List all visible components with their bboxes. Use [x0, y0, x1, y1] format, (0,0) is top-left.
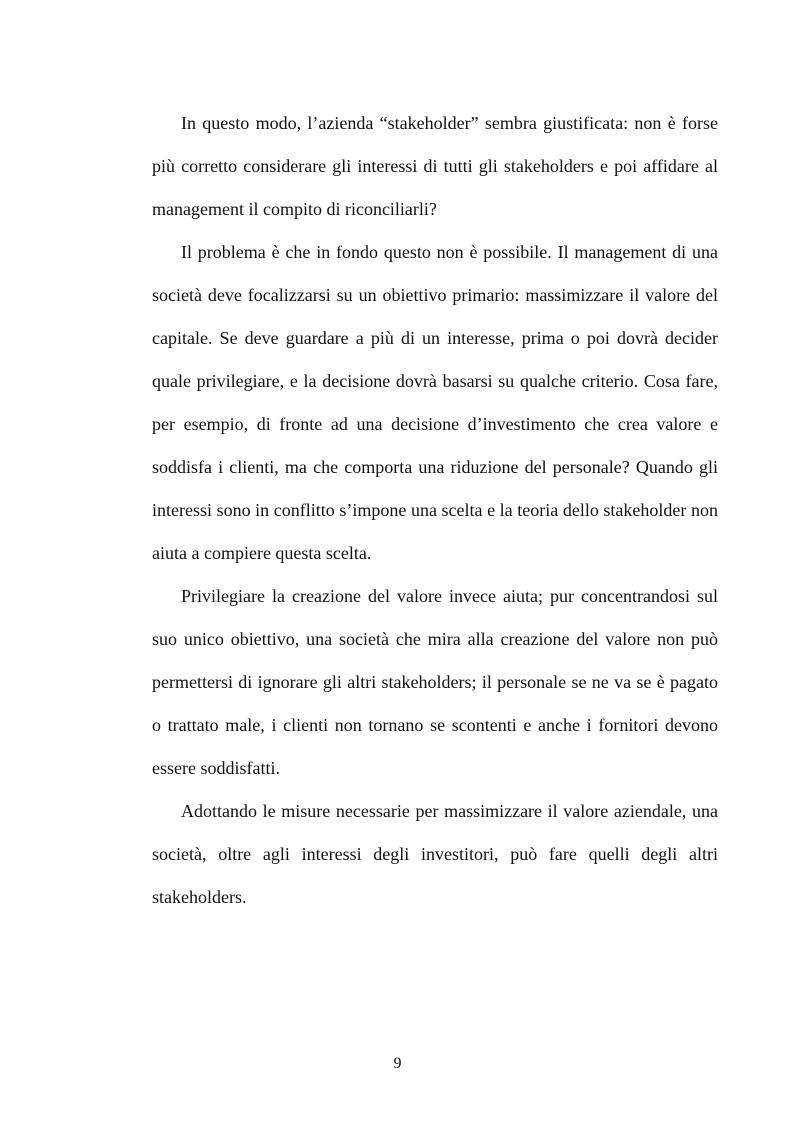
page-number: 9 [393, 1055, 402, 1072]
paragraph: Adottando le misure necessarie per massimizzare il valore aziendale, una società, oltre agli interessi degli investitori, può fare quelli degli altri stakeholders. [152, 801, 718, 907]
paragraph: Privilegiare la creazione del valore invece aiuta; pur concentrandosi sul suo unico obiettivo, una società che mira alla creazione del valore non può permettersi di ignorare gli altri stakeholders; il personale se ne va se è pagato o trattato male, i clienti non tornano se scontenti e anche i fornitori devono essere soddisfatti. [152, 586, 718, 778]
paragraph: Il problema è che in fondo questo non è possibile. Il management di una società deve focalizzarsi su un obiettivo primario: massimizzare il valore del capitale. Se deve guardare a più di un interesse, prima o poi dovrà decider quale privilegiare, e la decisione dovrà basarsi su qualche criterio. Cosa fare, per esempio, di fronte ad una decisione d’investimento che crea valore e soddisfa i clienti, ma che comporta una riduzione del personale? Quando gli interessi sono in conflitto s’impone una scelta e la teoria dello stakeholder non aiuta a compiere questa scelta. [152, 242, 718, 563]
body-text [152, 102, 718, 919]
paragraph: In questo modo, l’azienda “stakeholder” sembra giustificata: non è forse più corretto considerare gli interessi di tutti gli stakeholders e poi affidare al management il compito di riconciliarli? [152, 113, 718, 219]
